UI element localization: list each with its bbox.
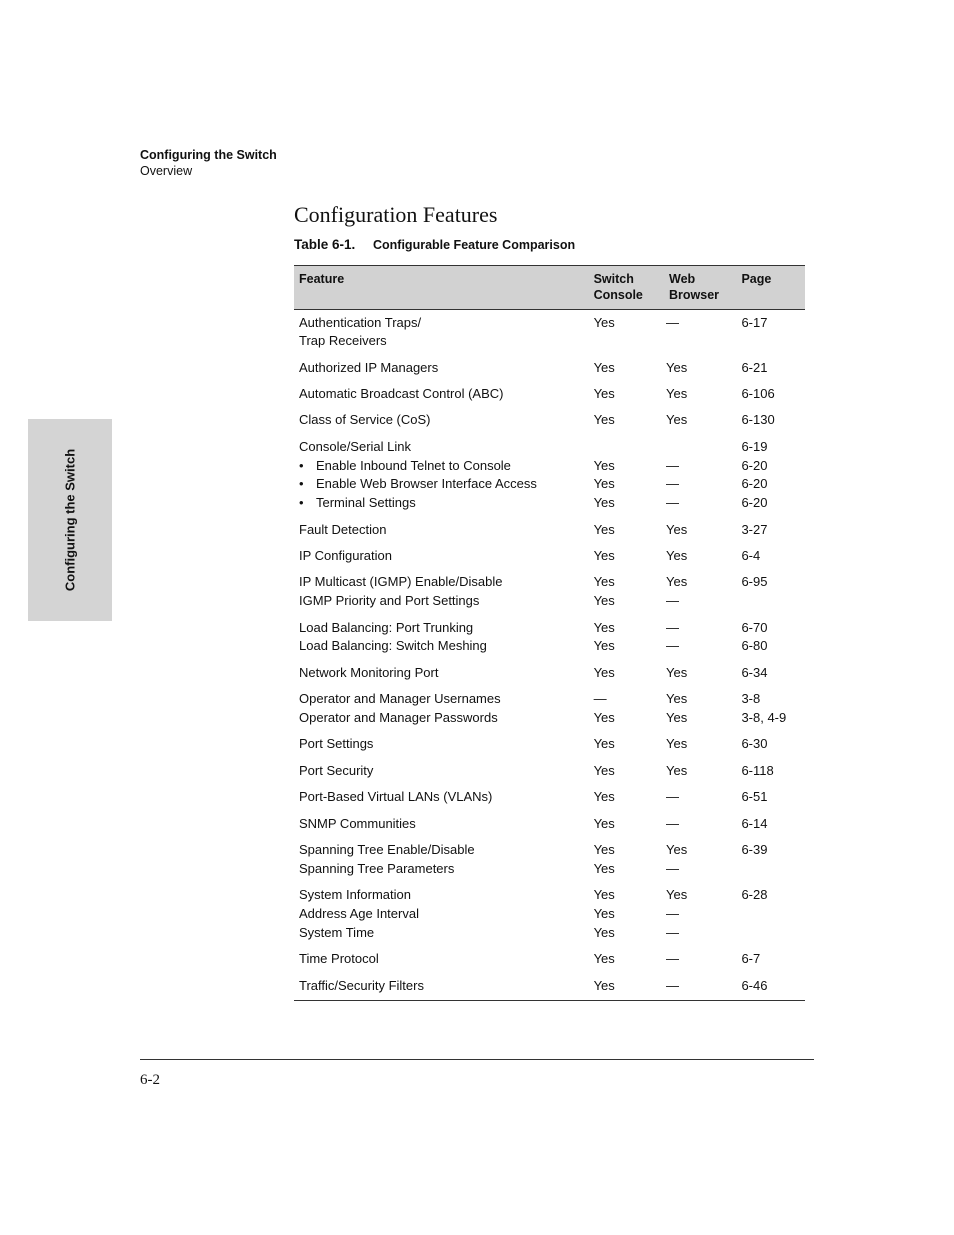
cell-switch-console-line: Yes xyxy=(593,457,615,473)
table-caption-title: Configurable Feature Comparison xyxy=(373,238,576,252)
table-row xyxy=(294,841,805,886)
footer-rule xyxy=(140,1059,814,1060)
cell-page-line: 6-20 xyxy=(741,495,768,511)
table-row xyxy=(294,521,805,547)
cell-switch-console-line: Yes xyxy=(593,386,615,402)
cell-switch-console xyxy=(594,573,666,618)
cell-feature-line: System Information xyxy=(299,887,411,903)
cell-switch-console-line: Yes xyxy=(593,593,615,609)
cell-web-browser xyxy=(666,950,741,976)
cell-web-browser xyxy=(666,735,741,761)
cell-page-line: 6-130 xyxy=(741,412,775,428)
cell-switch-console xyxy=(594,547,666,573)
cell-web-browser-line: — xyxy=(666,619,679,635)
cell-feature xyxy=(294,841,594,886)
cell-feature-line: Time Protocol xyxy=(299,951,379,967)
cell-switch-console-line: Yes xyxy=(593,574,615,590)
table-row xyxy=(294,690,805,735)
feature-comparison-table xyxy=(294,265,805,1001)
cell-switch-console xyxy=(594,977,666,1001)
cell-page-line: 6-19 xyxy=(741,438,768,454)
cell-page xyxy=(741,619,805,664)
cell-switch-console xyxy=(594,619,666,664)
cell-web-browser xyxy=(666,815,741,841)
cell-page-line: 6-46 xyxy=(741,977,768,993)
cell-switch-console-line: Yes xyxy=(593,905,615,921)
cell-feature xyxy=(294,411,594,437)
cell-switch-console xyxy=(594,411,666,437)
cell-page xyxy=(741,788,805,814)
table-row xyxy=(294,788,805,814)
cell-switch-console-line: Yes xyxy=(593,924,615,940)
cell-feature xyxy=(294,886,594,950)
cell-web-browser-line: Yes xyxy=(666,736,688,752)
cell-web-browser-line: Yes xyxy=(666,521,688,537)
cell-web-browser-line: Yes xyxy=(666,887,688,903)
cell-feature-line: Operator and Manager Passwords xyxy=(299,709,498,725)
cell-web-browser xyxy=(666,547,741,573)
cell-feature-line: • Enable Web Browser Interface Access xyxy=(299,475,594,494)
cell-feature xyxy=(294,788,594,814)
cell-page-line: 6-20 xyxy=(741,476,768,492)
cell-switch-console xyxy=(594,690,666,735)
cell-switch-console-line: Yes xyxy=(593,736,615,752)
cell-feature xyxy=(294,664,594,690)
cell-switch-console-line: Yes xyxy=(593,789,615,805)
cell-switch-console-line: Yes xyxy=(593,841,615,857)
cell-page-line: 6-34 xyxy=(741,664,768,680)
cell-web-browser-line xyxy=(666,438,741,457)
cell-switch-console-line: — xyxy=(593,691,607,707)
cell-web-browser xyxy=(666,841,741,886)
cell-page-line: 3-8, 4-9 xyxy=(741,709,787,725)
cell-feature-line: Console/Serial Link xyxy=(299,438,412,454)
header-web-browser xyxy=(666,266,741,310)
table-row xyxy=(294,664,805,690)
cell-web-browser-line: — xyxy=(666,951,679,967)
cell-page xyxy=(741,841,805,886)
cell-page-line: 6-80 xyxy=(741,638,768,654)
cell-feature-line: Fault Detection xyxy=(299,521,387,537)
cell-web-browser-line: — xyxy=(666,638,679,654)
cell-web-browser-line: Yes xyxy=(666,664,688,680)
cell-switch-console xyxy=(594,521,666,547)
table-caption xyxy=(294,236,575,254)
page-title: Configuration Features xyxy=(294,202,498,227)
header-switch-console-line: Switch xyxy=(593,272,634,286)
cell-switch-console-line xyxy=(594,438,666,457)
cell-page-line: 6-106 xyxy=(741,386,775,402)
cell-feature-line: Spanning Tree Enable/Disable xyxy=(299,841,475,857)
cell-page-line: 6-118 xyxy=(741,762,774,778)
cell-web-browser xyxy=(666,690,741,735)
cell-page xyxy=(741,950,805,976)
cell-feature-line: SNMP Communities xyxy=(299,815,416,831)
cell-web-browser xyxy=(666,521,741,547)
cell-page-line: 6-28 xyxy=(741,887,768,903)
header-web-browser-line: Web xyxy=(669,272,696,286)
cell-web-browser xyxy=(666,310,741,359)
cell-page-line: 6-4 xyxy=(741,548,761,564)
cell-switch-console xyxy=(594,841,666,886)
cell-switch-console-line: Yes xyxy=(593,412,615,428)
cell-switch-console xyxy=(594,664,666,690)
cell-switch-console-line: Yes xyxy=(593,495,615,511)
cell-page xyxy=(741,735,805,761)
cell-web-browser-line: — xyxy=(666,860,679,876)
cell-feature xyxy=(294,385,594,411)
cell-page xyxy=(741,690,805,735)
cell-switch-console xyxy=(594,886,666,950)
table-row xyxy=(294,886,805,950)
cell-feature xyxy=(294,521,594,547)
cell-web-browser-line: Yes xyxy=(666,548,688,564)
cell-page-line: 3-27 xyxy=(741,521,768,537)
cell-page xyxy=(741,977,805,1001)
cell-feature-line: Port Security xyxy=(299,762,374,778)
cell-switch-console-line: Yes xyxy=(593,638,615,654)
cell-feature xyxy=(294,977,594,1001)
header-feature-label: Feature xyxy=(299,272,345,286)
cell-feature xyxy=(294,359,594,385)
running-head-section: Overview xyxy=(140,164,193,178)
cell-web-browser-line: — xyxy=(666,457,679,473)
cell-feature-line: Port Settings xyxy=(299,736,374,752)
table-row xyxy=(294,411,805,437)
cell-page-line: 6-7 xyxy=(741,951,761,967)
header-page-label: Page xyxy=(741,272,772,286)
cell-page-line: 6-17 xyxy=(741,314,768,330)
cell-feature-line: Class of Service (CoS) xyxy=(299,412,431,428)
cell-page-line: 6-70 xyxy=(741,619,768,635)
cell-page-line: 6-51 xyxy=(741,789,768,805)
cell-feature-line: Traffic/Security Filters xyxy=(299,977,424,993)
table-caption-number: Table 6-1. xyxy=(294,237,356,252)
cell-switch-console-line: Yes xyxy=(593,887,615,903)
cell-web-browser xyxy=(666,977,741,1001)
cell-feature xyxy=(294,950,594,976)
table-row xyxy=(294,619,805,664)
header-feature xyxy=(294,266,594,310)
header-switch-console-line: Console xyxy=(593,288,643,302)
cell-web-browser xyxy=(666,664,741,690)
cell-page xyxy=(741,886,805,950)
cell-page-line: 6-14 xyxy=(741,815,768,831)
cell-web-browser xyxy=(666,886,741,950)
cell-feature xyxy=(294,310,594,359)
cell-page xyxy=(741,573,805,618)
cell-switch-console-line: Yes xyxy=(593,476,615,492)
cell-page-line: 6-39 xyxy=(741,841,768,857)
cell-feature-line: Load Balancing: Switch Meshing xyxy=(299,638,487,654)
cell-switch-console xyxy=(594,359,666,385)
cell-web-browser-line: — xyxy=(666,977,679,993)
cell-page-line: 6-21 xyxy=(741,359,768,375)
cell-page xyxy=(741,438,805,521)
cell-web-browser-line: Yes xyxy=(666,412,688,428)
cell-feature xyxy=(294,762,594,788)
header-switch-console xyxy=(594,266,666,310)
cell-page xyxy=(741,521,805,547)
side-tab-label: Configuring the Switch xyxy=(62,448,78,592)
cell-feature-line: IGMP Priority and Port Settings xyxy=(299,593,480,609)
cell-web-browser xyxy=(666,788,741,814)
table-row xyxy=(294,573,805,618)
cell-web-browser-line: — xyxy=(666,593,679,609)
cell-feature-line: Trap Receivers xyxy=(299,333,387,349)
cell-switch-console-line: Yes xyxy=(593,314,615,330)
table-row xyxy=(294,359,805,385)
cell-switch-console-line: Yes xyxy=(593,619,615,635)
cell-feature-line: Authorized IP Managers xyxy=(299,359,439,375)
cell-switch-console xyxy=(594,950,666,976)
cell-feature xyxy=(294,573,594,618)
cell-web-browser xyxy=(666,411,741,437)
cell-feature-line: Load Balancing: Port Trunking xyxy=(299,619,474,635)
cell-switch-console xyxy=(594,385,666,411)
cell-web-browser xyxy=(666,359,741,385)
cell-switch-console-line: Yes xyxy=(593,359,615,375)
header-page xyxy=(741,266,805,310)
cell-switch-console xyxy=(594,788,666,814)
running-head-chapter: Configuring the Switch xyxy=(140,148,277,162)
cell-feature-line: IP Configuration xyxy=(299,548,392,564)
cell-switch-console xyxy=(594,815,666,841)
cell-web-browser-line: Yes xyxy=(666,841,688,857)
cell-switch-console xyxy=(594,310,666,359)
cell-web-browser-line: Yes xyxy=(666,359,688,375)
cell-page xyxy=(741,547,805,573)
page-number: 6-2 xyxy=(140,1072,160,1088)
cell-web-browser-line: — xyxy=(666,905,679,921)
table-row xyxy=(294,310,805,359)
cell-feature-line: System Time xyxy=(299,924,375,940)
cell-feature-line: Automatic Broadcast Control (ABC) xyxy=(299,386,504,402)
cell-web-browser xyxy=(666,438,741,521)
cell-web-browser xyxy=(666,385,741,411)
cell-switch-console-line: Yes xyxy=(593,951,615,967)
cell-feature-line: Authentication Traps/ xyxy=(299,314,422,330)
cell-switch-console-line: Yes xyxy=(593,860,615,876)
cell-web-browser-line: — xyxy=(666,495,679,511)
cell-web-browser-line: Yes xyxy=(666,762,688,778)
cell-switch-console-line: Yes xyxy=(593,664,615,680)
cell-feature-line: • Enable Inbound Telnet to Console xyxy=(299,457,594,476)
cell-page xyxy=(741,310,805,359)
table-row xyxy=(294,735,805,761)
cell-feature xyxy=(294,690,594,735)
cell-feature xyxy=(294,438,594,521)
cell-feature xyxy=(294,547,594,573)
cell-page-line: 6-95 xyxy=(741,574,768,590)
table-row xyxy=(294,950,805,976)
cell-switch-console-line: Yes xyxy=(593,709,615,725)
table-row xyxy=(294,385,805,411)
cell-switch-console xyxy=(594,735,666,761)
cell-web-browser-line: Yes xyxy=(666,709,688,725)
cell-web-browser-line: Yes xyxy=(666,574,688,590)
cell-web-browser xyxy=(666,762,741,788)
cell-web-browser xyxy=(666,573,741,618)
cell-page xyxy=(741,411,805,437)
cell-feature xyxy=(294,735,594,761)
cell-page-line: 6-30 xyxy=(741,736,768,752)
cell-web-browser-line: — xyxy=(666,476,679,492)
cell-page xyxy=(741,762,805,788)
chapter-side-tab xyxy=(28,419,112,621)
cell-feature-line: Operator and Manager Usernames xyxy=(299,691,501,707)
cell-switch-console-line: Yes xyxy=(593,815,615,831)
cell-feature-line: IP Multicast (IGMP) Enable/Disable xyxy=(299,574,503,590)
cell-feature-line: • Terminal Settings xyxy=(299,494,594,513)
cell-page-line: 6-20 xyxy=(741,457,768,473)
table-row xyxy=(294,977,805,1001)
cell-page xyxy=(741,385,805,411)
cell-web-browser-line: Yes xyxy=(666,386,688,402)
cell-switch-console-line: Yes xyxy=(593,548,615,564)
header-web-browser-line: Browser xyxy=(669,288,720,302)
cell-web-browser-line: — xyxy=(666,314,679,330)
running-head xyxy=(140,147,277,179)
cell-web-browser-line: — xyxy=(666,789,679,805)
cell-web-browser-line: — xyxy=(666,924,679,940)
table-header-row xyxy=(294,266,805,310)
cell-switch-console-line: Yes xyxy=(593,521,615,537)
cell-page-line: 3-8 xyxy=(741,691,761,707)
cell-feature-line: Spanning Tree Parameters xyxy=(299,860,455,876)
cell-web-browser xyxy=(666,619,741,664)
cell-switch-console-line: Yes xyxy=(593,762,615,778)
table-row xyxy=(294,762,805,788)
cell-web-browser-line: — xyxy=(666,815,679,831)
cell-web-browser-line: Yes xyxy=(666,691,688,707)
cell-page xyxy=(741,359,805,385)
cell-feature-line: Network Monitoring Port xyxy=(299,664,439,680)
cell-feature xyxy=(294,815,594,841)
cell-feature-line: Address Age Interval xyxy=(299,905,419,921)
cell-feature xyxy=(294,619,594,664)
table-row xyxy=(294,815,805,841)
cell-switch-console xyxy=(594,438,666,521)
table-row xyxy=(294,438,805,521)
table-row xyxy=(294,547,805,573)
cell-page xyxy=(741,664,805,690)
cell-switch-console-line: Yes xyxy=(593,977,615,993)
cell-switch-console xyxy=(594,762,666,788)
cell-page xyxy=(741,815,805,841)
cell-feature-line: Port-Based Virtual LANs (VLANs) xyxy=(299,789,493,805)
